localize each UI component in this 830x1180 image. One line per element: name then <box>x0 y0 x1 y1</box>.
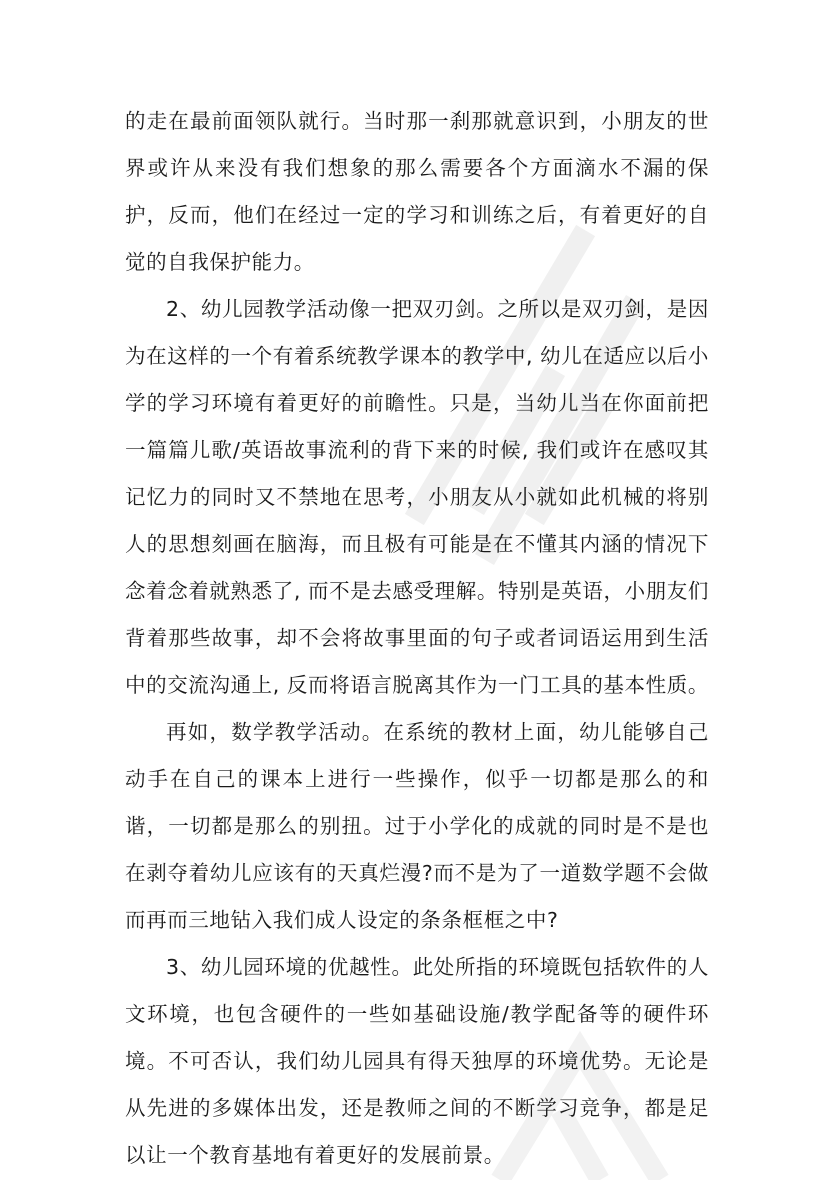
paragraph-3: 再如，数学教学活动。在系统的教材上面，幼儿能够自己动手在自己的课本上进行一些操作，似乎一切都是那么的和谐，一切都是那么的别扭。过于小学化的成就的同时是不是也在剥夺着幼儿应该有的天真烂漫?而不是为了一道数学题不会做而再而三地钻入我们成人设定的条条框框之中? <box>125 720 709 932</box>
paragraph-1: 的走在最前面领队就行。当时那一刹那就意识到，小朋友的世界或许从来没有我们想象的那么需要各个方面滴水不漏的保护，反而，他们在经过一定的学习和训练之后，有着更好的自觉的自我保护能力。 <box>125 109 709 274</box>
document-body <box>125 98 709 1179</box>
paragraph-4: 3、幼儿园环境的优越性。此处所指的环境既包括软件的人文环境，也包含硬件的一些如基础设施/教学配备等的硬件环境。不可否认，我们幼儿园具有得天独厚的环境优势。无论是从先进的多媒体出发，还是教师之间的不断学习竞争，都是足以让一个教育基地有着更好的发展前景。 <box>125 955 709 1167</box>
paragraph-2: 2、幼儿园教学活动像一把双刃剑。之所以是双刃剑，是因为在这样的一个有着系统教学课本的教学中, 幼儿在适应以后小学的学习环境有着更好的前瞻性。只是，当幼儿当在你面前把一篇篇儿歌/英语故事流利的背下来的时候, 我们或许在感叹其记忆力的同时又不禁地在思考，小朋友从小就如此机械的将别人的思想刻画在脑海，而且极有可能是在不懂其内涵的情况下念着念着就熟悉了, 而不是去感受理解。特别是英语，小朋友们背着那些故事，却不会将故事里面的句子或者词语运用到生活中的交流沟通上, 反而将语言脱离其作为一门工具的基本性质。 <box>125 297 709 697</box>
